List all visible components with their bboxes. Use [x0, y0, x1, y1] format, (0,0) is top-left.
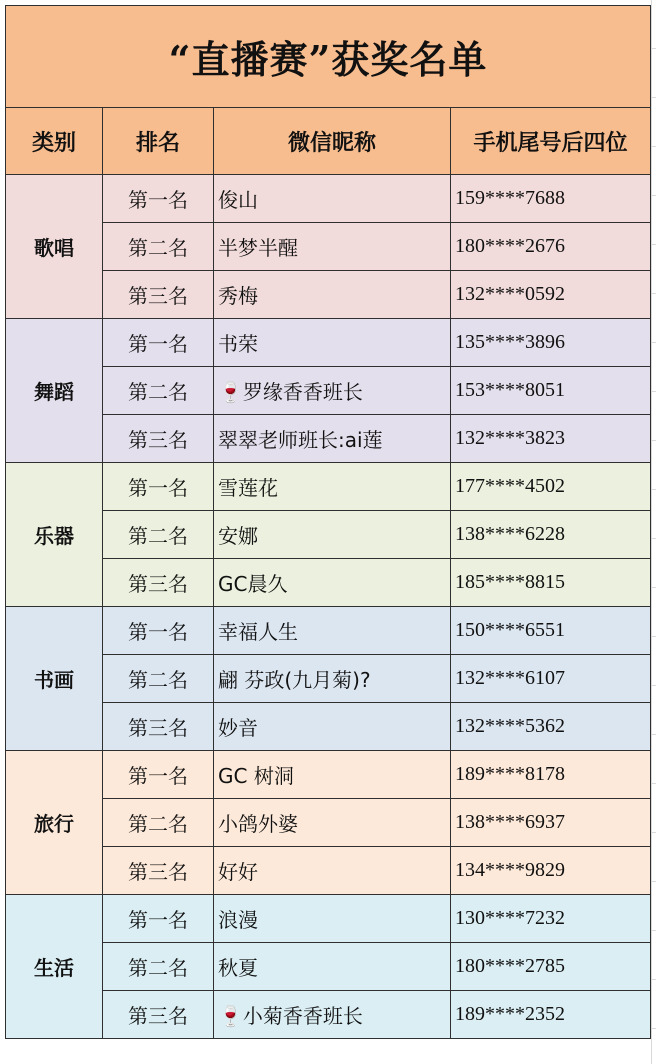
category-cell: 舞蹈	[6, 319, 103, 463]
table-row	[6, 463, 651, 511]
header-category: 类别	[6, 108, 103, 175]
table-row	[6, 415, 651, 463]
category-cell: 旅行	[6, 751, 103, 895]
nickname-cell: 雪莲花	[214, 463, 451, 511]
page-title: “直播赛”获奖名单	[6, 6, 651, 108]
table-row	[6, 319, 651, 367]
table-row	[6, 175, 651, 223]
table-row	[6, 703, 651, 751]
rank-cell: 第一名	[103, 463, 214, 511]
nickname-cell: 秀梅	[214, 271, 451, 319]
table-row	[6, 223, 651, 271]
table-row	[6, 991, 651, 1039]
phone-cell: 132****3823	[451, 415, 651, 463]
category-cell: 书画	[6, 607, 103, 751]
nickname-cell: 🍷小菊香香班长	[214, 991, 451, 1039]
nickname-cell: 书荣	[214, 319, 451, 367]
phone-cell: 185****8815	[451, 559, 651, 607]
nickname-cell: 翩 芬政(九月菊)?	[214, 655, 451, 703]
rank-cell: 第一名	[103, 895, 214, 943]
table-row	[6, 607, 651, 655]
category-cell: 歌唱	[6, 175, 103, 319]
phone-cell: 132****5362	[451, 703, 651, 751]
category-cell: 生活	[6, 895, 103, 1039]
phone-cell: 150****6551	[451, 607, 651, 655]
rank-cell: 第一名	[103, 607, 214, 655]
rank-cell: 第三名	[103, 991, 214, 1039]
rank-cell: 第三名	[103, 271, 214, 319]
phone-cell: 135****3896	[451, 319, 651, 367]
table-row	[6, 271, 651, 319]
nickname-cell: GC 树洞	[214, 751, 451, 799]
table-row	[6, 655, 651, 703]
table-row	[6, 895, 651, 943]
rank-cell: 第二名	[103, 223, 214, 271]
table-row	[6, 799, 651, 847]
sheet-gridlines	[651, 0, 656, 1064]
rank-cell: 第二名	[103, 655, 214, 703]
nickname-cell: 半梦半醒	[214, 223, 451, 271]
phone-cell: 177****4502	[451, 463, 651, 511]
rank-cell: 第三名	[103, 559, 214, 607]
rank-cell: 第二名	[103, 367, 214, 415]
phone-cell: 189****2352	[451, 991, 651, 1039]
rank-cell: 第一名	[103, 319, 214, 367]
table-row	[6, 367, 651, 415]
nickname-cell: GC晨久	[214, 559, 451, 607]
nickname-cell: 小鸽外婆	[214, 799, 451, 847]
phone-cell: 130****7232	[451, 895, 651, 943]
nickname-cell: 翠翠老师班长:ai莲	[214, 415, 451, 463]
rank-cell: 第二名	[103, 943, 214, 991]
category-cell: 乐器	[6, 463, 103, 607]
phone-cell: 153****8051	[451, 367, 651, 415]
header-rank: 排名	[103, 108, 214, 175]
phone-cell: 180****2785	[451, 943, 651, 991]
table-row	[6, 559, 651, 607]
phone-cell: 159****7688	[451, 175, 651, 223]
rank-cell: 第二名	[103, 511, 214, 559]
header-nickname: 微信昵称	[214, 108, 451, 175]
header-phone: 手机尾号后四位	[451, 108, 651, 175]
phone-cell: 134****9829	[451, 847, 651, 895]
phone-cell: 180****2676	[451, 223, 651, 271]
nickname-cell: 妙音	[214, 703, 451, 751]
phone-cell: 138****6937	[451, 799, 651, 847]
phone-cell: 132****6107	[451, 655, 651, 703]
award-table	[5, 5, 651, 1039]
nickname-cell: 安娜	[214, 511, 451, 559]
rank-cell: 第三名	[103, 703, 214, 751]
nickname-cell: 浪漫	[214, 895, 451, 943]
table-row	[6, 511, 651, 559]
nickname-cell: 俊山	[214, 175, 451, 223]
phone-cell: 138****6228	[451, 511, 651, 559]
nickname-cell: 秋夏	[214, 943, 451, 991]
table-row	[6, 943, 651, 991]
phone-cell: 132****0592	[451, 271, 651, 319]
rank-cell: 第一名	[103, 175, 214, 223]
nickname-cell: 🍷罗缘香香班长	[214, 367, 451, 415]
rank-cell: 第三名	[103, 415, 214, 463]
rank-cell: 第一名	[103, 751, 214, 799]
phone-cell: 189****8178	[451, 751, 651, 799]
table-row	[6, 847, 651, 895]
nickname-cell: 幸福人生	[214, 607, 451, 655]
rank-cell: 第三名	[103, 847, 214, 895]
table-row	[6, 751, 651, 799]
rank-cell: 第二名	[103, 799, 214, 847]
nickname-cell: 好好	[214, 847, 451, 895]
